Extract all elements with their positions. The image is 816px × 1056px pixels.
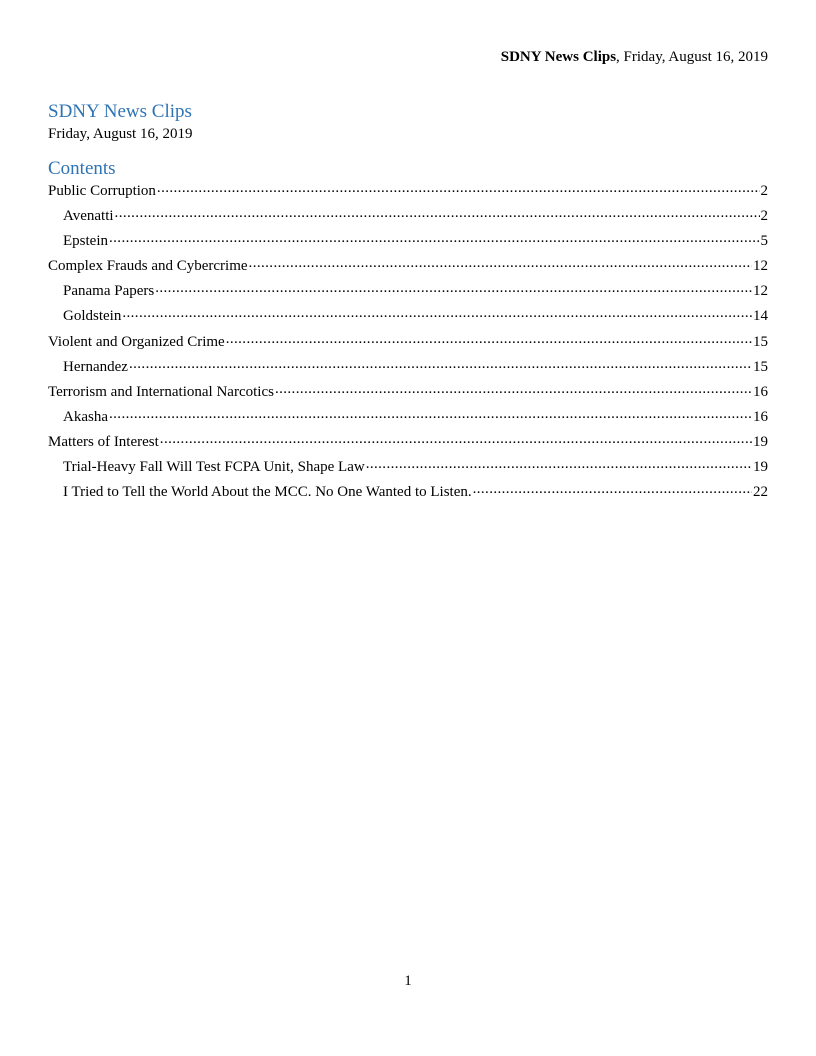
running-header-separator: , <box>616 49 624 65</box>
toc-dot-leader <box>129 357 752 371</box>
toc-dot-leader <box>226 332 752 346</box>
toc-entry-label: Panama Papers <box>63 283 155 300</box>
toc-entry[interactable] <box>48 205 768 230</box>
toc-entry-label: Avenatti <box>63 208 114 225</box>
toc-entry[interactable] <box>48 456 768 481</box>
toc-entry-page: 22 <box>753 484 768 501</box>
toc-entry-label: Violent and Organized Crime <box>48 333 225 350</box>
toc-entry-page: 19 <box>753 433 768 450</box>
toc-entry-label: Terrorism and International Narcotics <box>48 383 274 400</box>
toc-dot-leader <box>249 256 752 270</box>
document-title: SDNY News Clips <box>48 101 192 122</box>
toc-entry-page: 14 <box>753 308 768 325</box>
toc-entry[interactable] <box>48 180 768 205</box>
toc-dot-leader <box>160 432 752 446</box>
toc-dot-leader <box>115 206 760 220</box>
toc-entry[interactable] <box>48 331 768 356</box>
toc-entry-label: Complex Frauds and Cybercrime <box>48 258 248 275</box>
toc-heading: Contents <box>48 158 116 179</box>
toc-entry-page: 15 <box>753 333 768 350</box>
toc-entry[interactable] <box>48 230 768 255</box>
toc-entry-page: 5 <box>760 233 768 250</box>
toc-dot-leader <box>366 457 752 471</box>
toc-entry-label: Matters of Interest <box>48 433 159 450</box>
toc-entry-page: 2 <box>760 208 768 225</box>
toc-entry-page: 12 <box>753 258 768 275</box>
toc-dot-leader <box>275 382 752 396</box>
toc-entry-label: Trial-Heavy Fall Will Test FCPA Unit, Shape Law <box>63 459 365 476</box>
toc-dot-leader <box>109 231 760 245</box>
toc-entry[interactable] <box>48 481 768 506</box>
toc-entry-page: 19 <box>753 459 768 476</box>
toc-entry[interactable] <box>48 406 768 431</box>
toc-entry-page: 12 <box>753 283 768 300</box>
toc-entry[interactable] <box>48 381 768 406</box>
toc-dot-leader <box>155 281 752 295</box>
toc-entry[interactable] <box>48 280 768 305</box>
toc-dot-leader <box>109 407 752 421</box>
toc-entry-label: Epstein <box>63 233 108 250</box>
toc-entry-page: 16 <box>753 383 768 400</box>
toc-entry[interactable] <box>48 255 768 280</box>
toc-entry-page: 16 <box>753 408 768 425</box>
toc-entry-label: I Tried to Tell the World About the MCC. No One Wanted to Listen. <box>63 484 472 501</box>
toc-dot-leader <box>157 181 760 195</box>
running-header-date: Friday, August 16, 2019 <box>623 49 768 65</box>
table-of-contents <box>48 180 768 506</box>
document-date: Friday, August 16, 2019 <box>48 126 193 142</box>
toc-dot-leader <box>122 306 752 320</box>
toc-entry-page: 2 <box>760 183 768 199</box>
toc-entry-label: Akasha <box>63 408 108 425</box>
toc-entry[interactable] <box>48 431 768 456</box>
toc-entry[interactable] <box>48 356 768 381</box>
toc-entry-label: Goldstein <box>63 308 122 325</box>
toc-entry-label: Public Corruption <box>48 183 156 199</box>
toc-dot-leader <box>473 482 752 496</box>
toc-entry[interactable] <box>48 305 768 330</box>
running-header <box>501 48 768 66</box>
toc-entry-label: Hernandez <box>63 358 128 375</box>
running-header-publication: SDNY News Clips <box>500 49 617 65</box>
page-number: 1 <box>404 973 412 989</box>
toc-entry-page: 15 <box>753 358 768 375</box>
